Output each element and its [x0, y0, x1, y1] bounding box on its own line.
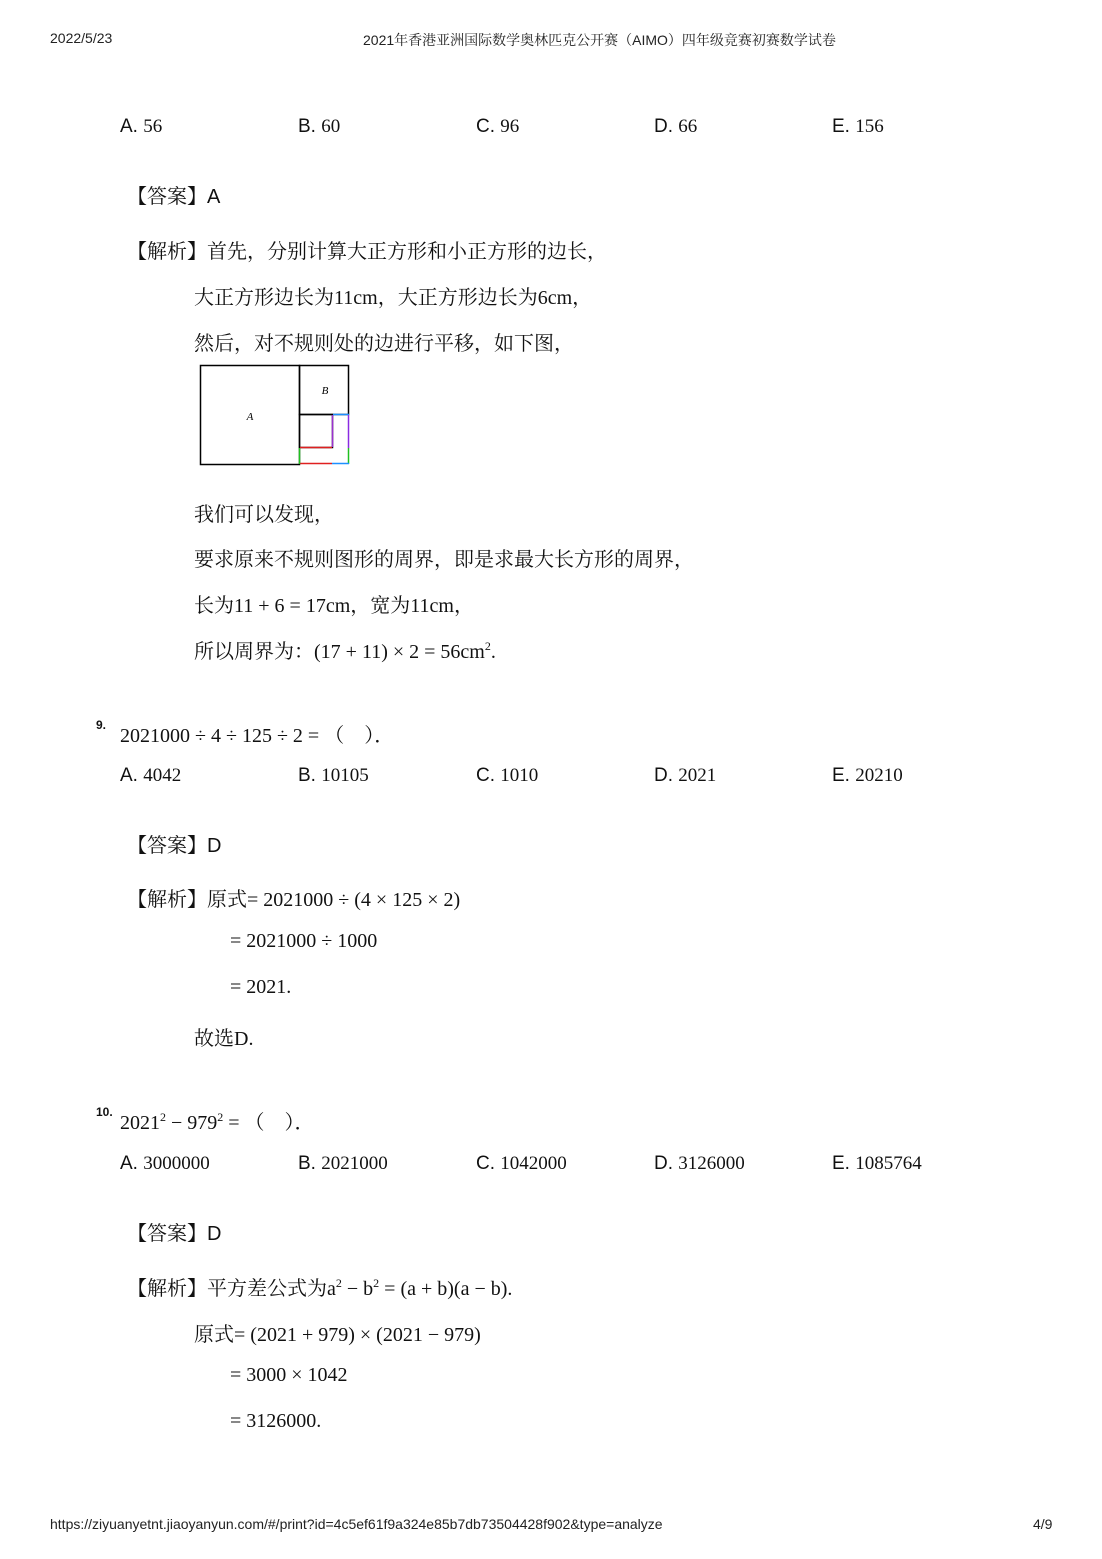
option-a: A. 3000000 — [120, 1153, 210, 1174]
q10-analysis-line-1: 【解析】平方差公式为$a^2 - b^2 = (a + b)(a - b)$. — [127, 1276, 513, 1300]
q9-analysis-line-3: = 2021. — [230, 976, 292, 998]
option-d: D. 2021 — [654, 765, 717, 786]
q8-answer: 【答案】A — [127, 186, 221, 208]
footer-url: https://ziyuanyetnt.jiaoyanyun.com/#/print?id=4c5ef61f9a324e85b7db73504428f902&type=analyze — [50, 1516, 663, 1532]
q10-question: $2021^2 - 979^2$ = （ ）． — [120, 1110, 315, 1134]
q8-analysis-line-6: 长为11 + 6 = 17cm，宽为11cm， — [194, 595, 474, 617]
q8-analysis-line-2: 大正方形边长为11cm，大正方形边长为6cm， — [194, 287, 593, 309]
inner-square — [300, 415, 333, 448]
print-date: 2022/5/23 — [50, 30, 113, 46]
page-number: 4/9 — [1033, 1516, 1053, 1532]
option-d: D. 66 — [654, 116, 698, 137]
option-b: B. 10105 — [298, 765, 369, 786]
label-a: A — [246, 411, 254, 423]
label-b: B — [321, 385, 329, 397]
q9-analysis-line-1: 【解析】原式= 2021000 ÷ (4 × 125 × 2) — [127, 889, 461, 911]
q8-analysis-line-3: 然后，对不规则处的边进行平移，如下图， — [194, 333, 574, 355]
q10-answer: 【答案】D — [127, 1223, 222, 1245]
document-title: 2021年香港亚洲国际数学奥林匹克公开赛（AIMO）四年级竞赛初赛数学试卷 — [363, 32, 836, 48]
q10-analysis-line-3: = 3000 × 1042 — [230, 1364, 348, 1386]
option-e: E. 1085764 — [832, 1153, 922, 1174]
q8-analysis-line-4: 我们可以发现， — [194, 504, 334, 526]
q9-analysis-line-2: = 2021000 ÷ 1000 — [230, 930, 378, 952]
option-a: A. 4042 — [120, 765, 182, 786]
q10-number: 10. — [96, 1105, 113, 1119]
option-d: D. 3126000 — [654, 1153, 745, 1174]
option-c: C. 1010 — [476, 765, 539, 786]
option-a: A. 56 — [120, 116, 163, 137]
q9-number: 9. — [96, 718, 107, 732]
option-c: C. 96 — [476, 116, 520, 137]
q8-analysis-line-1: 【解析】首先，分别计算大正方形和小正方形的边长， — [127, 241, 607, 263]
q8-analysis-line-7: 所以周界为：$(17 + 11) \times 2 = 56cm^2$. — [194, 639, 496, 663]
option-e: E. 20210 — [832, 765, 903, 786]
option-e: E. 156 — [832, 116, 884, 137]
q9-answer: 【答案】D — [127, 835, 222, 857]
option-b: B. 2021000 — [298, 1153, 388, 1174]
q10-analysis-line-4: = 3126000. — [230, 1410, 322, 1432]
q8-analysis-line-5: 要求原来不规则图形的周界，即是求最大长方形的周界， — [194, 549, 694, 571]
q9-analysis-line-4: 故选D. — [194, 1028, 254, 1050]
q10-analysis-line-2: 原式= (2021 + 979) × (2021 − 979) — [194, 1324, 481, 1346]
q9-question: 2021000 ÷ 4 ÷ 125 ÷ 2 = （ ）． — [120, 725, 395, 747]
translation-figure — [199, 364, 351, 466]
option-b: B. 60 — [298, 116, 341, 137]
option-c: C. 1042000 — [476, 1153, 567, 1174]
